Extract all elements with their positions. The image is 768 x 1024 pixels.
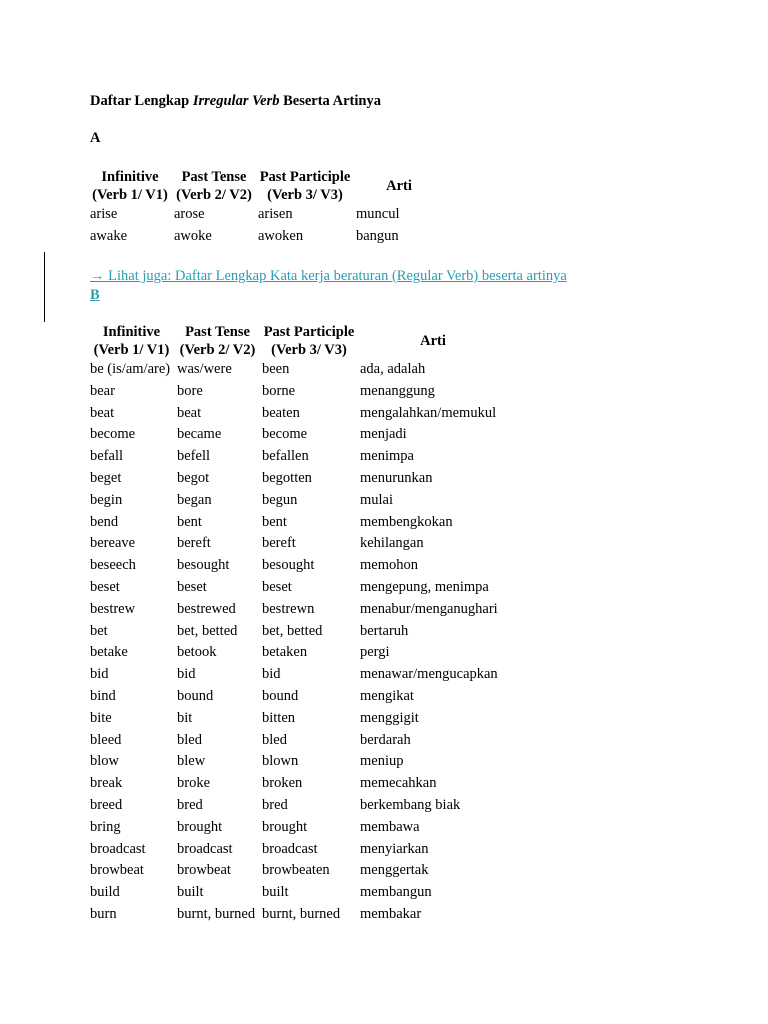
past-participle-cell: bred	[262, 796, 288, 813]
past-participle-cell: broadcast	[262, 840, 318, 857]
past-participle-cell: built	[262, 884, 289, 901]
past-tense-cell: blew	[177, 753, 206, 770]
table-row	[88, 512, 508, 534]
infinitive-cell: burn	[90, 905, 117, 922]
table-row	[88, 773, 508, 795]
arti-cell: menimpa	[360, 448, 414, 465]
arti-cell: menawar/mengucapkan	[360, 666, 498, 683]
infinitive-cell: bet	[90, 622, 108, 639]
infinitive-cell: bring	[90, 818, 121, 835]
arti-cell: ada, adalah	[360, 361, 426, 377]
table-row	[88, 839, 508, 861]
infinitive-cell: begin	[90, 491, 123, 508]
page-title: Daftar Lengkap Irregular Verb Beserta Artinya	[90, 93, 381, 109]
infinitive-cell: breed	[90, 796, 123, 813]
past-tense-cell: bet, betted	[177, 622, 238, 639]
table-row	[88, 882, 508, 904]
table-row	[88, 795, 508, 817]
past-participle-cell: bet, betted	[262, 622, 323, 639]
header-arti: Arti	[386, 178, 412, 194]
table-row	[88, 642, 508, 664]
past-participle-cell: beaten	[262, 404, 300, 421]
infinitive-cell: bleed	[90, 731, 122, 748]
table-row	[88, 226, 444, 248]
past-participle-cell: bound	[262, 687, 299, 704]
arti-cell: membawa	[360, 818, 420, 835]
past-tense-cell: was/were	[177, 361, 232, 377]
arti-cell: menabur/menganughari	[360, 600, 498, 617]
past-participle-cell: bid	[262, 666, 281, 683]
table-row	[88, 904, 508, 926]
infinitive-cell: bid	[90, 666, 109, 683]
table-header-row	[88, 323, 508, 359]
past-tense-cell: brought	[177, 818, 223, 835]
arti-cell: menggigit	[360, 709, 419, 726]
past-tense-cell: bit	[177, 709, 193, 726]
past-tense-cell: awoke	[174, 227, 212, 244]
verb-table-a	[88, 168, 444, 248]
past-tense-cell: bred	[177, 796, 203, 813]
past-participle-cell: brought	[262, 818, 308, 835]
header-past-participle: Past Participle (Verb 3/ V3)	[263, 324, 355, 358]
table-row	[88, 686, 508, 708]
past-tense-cell: bid	[177, 666, 196, 683]
infinitive-cell: beseech	[90, 557, 136, 574]
past-tense-cell: bestrewed	[177, 600, 236, 617]
infinitive-cell: beget	[90, 469, 122, 486]
table-row	[88, 490, 508, 512]
infinitive-cell: arise	[90, 206, 118, 222]
arti-cell: menurunkan	[360, 469, 433, 486]
arti-cell: bangun	[356, 227, 399, 244]
infinitive-cell: befall	[90, 448, 124, 465]
past-tense-cell: bound	[177, 687, 214, 704]
arti-cell: berkembang biak	[360, 796, 461, 813]
arti-cell: meniup	[360, 753, 404, 770]
past-tense-cell: bereft	[177, 535, 211, 552]
header-past-tense: Past Tense (Verb 2/ V2)	[179, 324, 256, 358]
past-participle-cell: begotten	[262, 469, 312, 486]
past-participle-cell: been	[262, 361, 290, 377]
table-row	[88, 664, 508, 686]
arti-cell: memecahkan	[360, 775, 437, 792]
arti-cell: menyiarkan	[360, 840, 429, 857]
arti-cell: menanggung	[360, 382, 435, 399]
arti-cell: memohon	[360, 557, 418, 574]
arti-cell: menggertak	[360, 862, 429, 879]
arti-cell: menjadi	[360, 426, 407, 443]
past-tense-cell: bent	[177, 513, 202, 530]
past-participle-cell: befallen	[262, 448, 309, 465]
header-past-participle: Past Participle (Verb 3/ V3)	[259, 169, 351, 203]
table-row	[88, 555, 508, 577]
arti-cell: mengikat	[360, 687, 414, 704]
past-tense-cell: built	[177, 884, 204, 901]
infinitive-cell: bear	[90, 382, 115, 399]
table-row	[88, 817, 508, 839]
table-row	[88, 446, 508, 468]
past-tense-cell: bled	[177, 731, 202, 748]
infinitive-cell: break	[90, 775, 123, 792]
arti-cell: membakar	[360, 905, 422, 922]
table-row	[88, 359, 508, 381]
verb-table-b	[88, 323, 508, 926]
past-participle-cell: betaken	[262, 644, 308, 661]
past-tense-cell: broadcast	[177, 840, 233, 857]
past-participle-cell: burnt, burned	[262, 905, 341, 922]
past-tense-cell: beset	[177, 578, 207, 595]
past-tense-cell: began	[177, 491, 212, 508]
arti-cell: berdarah	[360, 731, 411, 748]
arti-cell: mengalahkan/memukul	[360, 404, 497, 421]
infinitive-cell: blow	[90, 753, 119, 770]
header-infinitive: Infinitive (Verb 1/ V1)	[93, 324, 170, 358]
past-participle-cell: broken	[262, 775, 303, 792]
table-row	[88, 577, 508, 599]
infinitive-cell: bereave	[90, 535, 136, 552]
past-tense-cell: became	[177, 426, 222, 443]
past-participle-cell: bereft	[262, 535, 296, 552]
table-row	[88, 468, 508, 490]
past-tense-cell: begot	[177, 469, 210, 486]
past-tense-cell: bore	[177, 382, 203, 399]
table-row	[88, 599, 508, 621]
arti-cell: pergi	[360, 644, 390, 661]
infinitive-cell: build	[90, 884, 120, 901]
header-past-tense: Past Tense (Verb 2/ V2)	[176, 169, 252, 203]
table-row	[88, 751, 508, 773]
past-tense-cell: betook	[177, 644, 217, 661]
header-arti: Arti	[420, 333, 446, 349]
header-infinitive: Infinitive (Verb 1/ V1)	[92, 169, 168, 203]
arti-cell: kehilangan	[360, 535, 424, 552]
table-row	[88, 403, 508, 425]
arti-cell: membengkokan	[360, 513, 453, 530]
infinitive-cell: beset	[90, 578, 120, 595]
past-tense-cell: browbeat	[177, 862, 231, 879]
table-row	[88, 730, 508, 752]
past-tense-cell: broke	[177, 775, 211, 792]
infinitive-cell: beat	[90, 404, 115, 421]
infinitive-cell: betake	[90, 644, 128, 661]
past-participle-cell: bestrewn	[262, 600, 315, 617]
past-participle-cell: become	[262, 426, 308, 443]
infinitive-cell: bend	[90, 513, 119, 530]
past-tense-cell: befell	[177, 448, 211, 465]
arti-cell: muncul	[356, 206, 400, 222]
infinitive-cell: become	[90, 426, 136, 443]
past-participle-cell: begun	[262, 491, 298, 508]
infinitive-cell: awake	[90, 227, 128, 244]
margin-mark	[44, 252, 45, 322]
past-tense-cell: beat	[177, 404, 202, 421]
table-row	[88, 533, 508, 555]
past-tense-cell: burnt, burned	[177, 905, 256, 922]
infinitive-cell: bite	[90, 709, 112, 726]
infinitive-cell: be (is/am/are)	[90, 361, 171, 377]
past-tense-cell: besought	[177, 557, 230, 574]
past-participle-cell: besought	[262, 557, 315, 574]
past-participle-cell: awoken	[258, 227, 304, 244]
arti-cell: membangun	[360, 884, 432, 901]
infinitive-cell: bind	[90, 687, 116, 704]
table-row	[88, 424, 508, 446]
past-tense-cell: arose	[174, 206, 205, 222]
table-row	[88, 381, 508, 403]
arti-cell: mengepung, menimpa	[360, 578, 489, 595]
see-also-link[interactable]: → Lihat juga: Daftar Lengkap Kata kerja beraturan (Regular Verb) beserta artinya	[90, 268, 567, 284]
past-participle-cell: browbeaten	[262, 862, 330, 879]
table-row	[88, 204, 444, 226]
past-participle-cell: blown	[262, 753, 299, 770]
past-participle-cell: bitten	[262, 709, 296, 726]
table-row	[88, 621, 508, 643]
past-participle-cell: bent	[262, 513, 287, 530]
past-participle-cell: beset	[262, 578, 292, 595]
table-header-row	[88, 168, 444, 204]
infinitive-cell: browbeat	[90, 862, 144, 879]
section-letter-b[interactable]: B	[90, 287, 100, 303]
arti-cell: bertaruh	[360, 622, 409, 639]
infinitive-cell: bestrew	[90, 600, 136, 617]
arti-cell: mulai	[360, 491, 394, 508]
infinitive-cell: broadcast	[90, 840, 146, 857]
past-participle-cell: arisen	[258, 206, 293, 222]
section-letter-a: A	[90, 130, 101, 146]
past-participle-cell: bled	[262, 731, 287, 748]
past-participle-cell: borne	[262, 382, 296, 399]
table-row	[88, 860, 508, 882]
table-row	[88, 708, 508, 730]
